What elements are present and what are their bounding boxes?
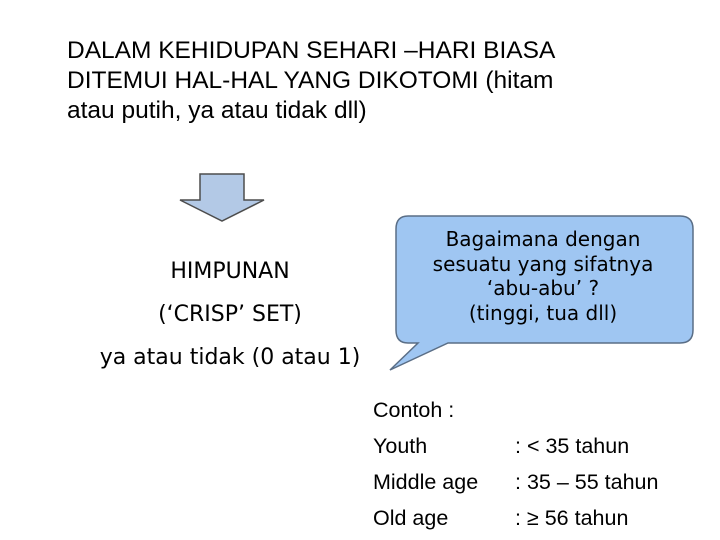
heading-line-1: DALAM KEHIDUPAN SEHARI –HARI BIASA bbox=[67, 37, 556, 64]
heading-line-3: atau putih, ya atau tidak dll) bbox=[67, 97, 367, 124]
example-term: Youth bbox=[373, 434, 428, 458]
callout-text bbox=[398, 227, 688, 325]
examples-block bbox=[373, 392, 703, 536]
example-term: Old age bbox=[373, 506, 449, 530]
callout-line-3: ‘abu-abu’ ? bbox=[486, 276, 600, 300]
crisp-set-text bbox=[50, 250, 410, 379]
example-row bbox=[373, 464, 703, 500]
callout-line-4: (tinggi, tua dll) bbox=[468, 300, 618, 325]
example-row bbox=[373, 428, 703, 464]
crisp-line-2: (‘CRISP’ SET) bbox=[158, 302, 302, 327]
down-arrow-icon bbox=[178, 173, 266, 223]
heading bbox=[67, 36, 697, 126]
callout-line-1: Bagaimana dengan bbox=[445, 227, 641, 251]
crisp-line-3: ya atau tidak (0 atau 1) bbox=[99, 345, 361, 370]
callout-line-2: sesuatu yang sifatnya bbox=[432, 251, 654, 276]
example-range: : 35 – 55 tahun bbox=[515, 470, 659, 494]
example-term: Middle age bbox=[373, 470, 479, 494]
example-row bbox=[373, 500, 703, 536]
crisp-line-1: HIMPUNAN bbox=[170, 259, 290, 284]
example-range: : < 35 tahun bbox=[515, 434, 630, 458]
example-range: : ≥ 56 tahun bbox=[515, 506, 629, 530]
examples-title: Contoh : bbox=[373, 398, 455, 422]
heading-line-2: DITEMUI HAL-HAL YANG DIKOTOMI (hitam bbox=[67, 67, 554, 94]
